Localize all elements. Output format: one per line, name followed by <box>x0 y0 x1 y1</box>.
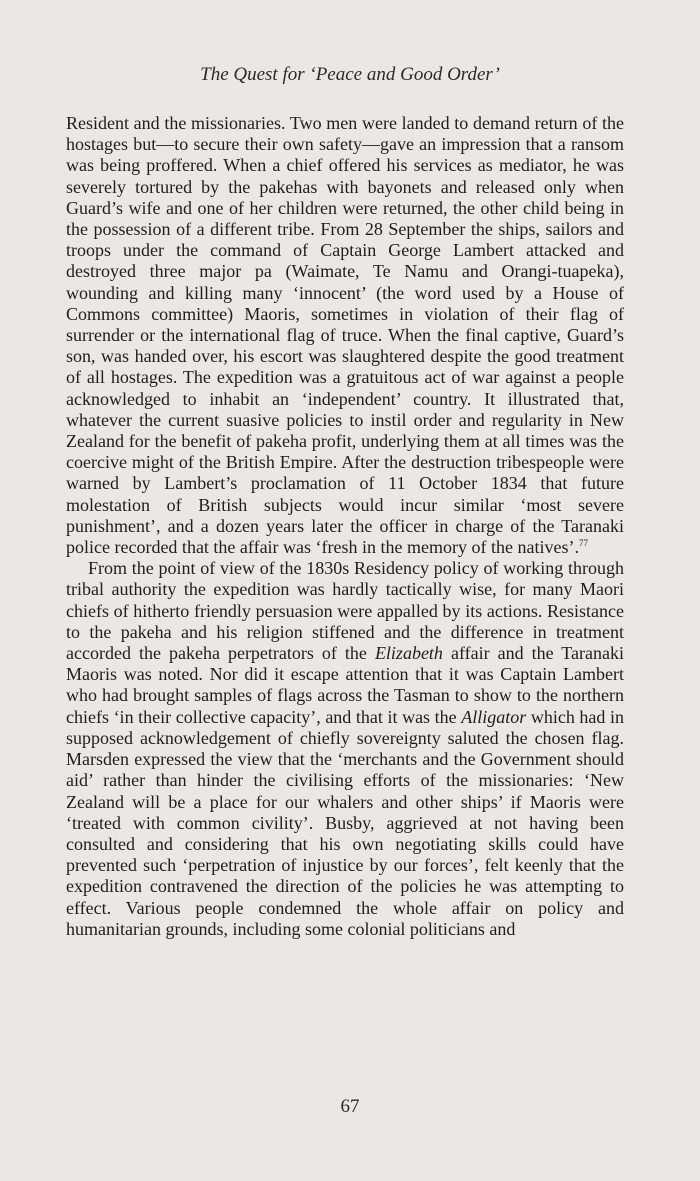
page-number: 67 <box>340 1096 360 1117</box>
running-head: The Quest for ‘Peace and Good Order’ <box>200 64 500 85</box>
ship-name-elizabeth: Elizabeth <box>374 643 443 664</box>
paragraph-2-text-part-1: From the point of view of the 1830s Residency policy of working through tribal authority the expedition was hardly tactically wise, for many Maori chiefs of hitherto friendly persuasion were appalled by its actions. Resistance to the pakeha and his religion stiffened and the difference in treatment accorded the pakeha perpetrators of the <box>66 558 624 664</box>
ship-name-alligator: Alligator <box>461 706 527 727</box>
paragraph-1 <box>66 113 624 558</box>
body-text <box>66 113 624 940</box>
paragraph-2 <box>66 558 624 940</box>
paragraph-2-text-part-3: which had in supposed acknowledgement of chiefly sovereignty saluted the chosen flag. Marsden expressed the view that the ‘merchants and the Government should aid’ rather than hinder the civilising efforts of the missionaries: ‘New Zealand will be a place for our whalers and other ships’ if Maoris were ‘treated with common civility’. Busby, aggrieved at not having been consulted and considering that his own negotiating skills could have prevented such ‘perpetration of injustice by our forces’, felt keenly that the expedition contravened the direction of the policies he was attempting to effect. Various people condemned the whole affair on policy and humanitarian grounds, including some colonial politicians and <box>66 706 624 939</box>
paragraph-1-text: Resident and the missionaries. Two men were landed to demand return of the hostages but—to secure their own safety—gave an impression that a ransom was being proffered. When a chief offered his services as mediator, he was severely tortured by the pakehas with bayonets and released only when Guard’s wife and one of her children were returned, the other child being in the possession of a different tribe. From 28 September the ships, sailors and troops under the command of Captain George Lambert attacked and destroyed three major pa (Waimate, Te Namu and Orangi-tuapeka), wounding and killing many ‘innocent’ (the word used by a House of Commons committee) Maoris, sometimes in violation of their flag of surrender or the international flag of truce. When the final captive, Guard’s son, was handed over, his escort was slaughtered despite the good treatment of all hostages. The expedition was a gratuitous act of war against a people acknowledged to inhabit an ‘independent’ country. It illustrated that, whatever the current suasive policies to instil order and regularity in New Zealand for the benefit of pakeha profit, underlying them at all times was the coercive might of the British Empire. After the destruction tribespeople were warned by Lambert’s proclamation of 11 October 1834 that future molestation of British subjects would incur similar ‘most severe punishment’, and a dozen years later the officer in charge of the Taranaki police recorded that the affair was ‘fresh in the memory of the natives’. <box>66 113 624 558</box>
footnote-reference: 77 <box>578 538 588 549</box>
paragraph-2-text-part-2: affair and the Taranaki Maoris was noted. Nor did it escape attention that it was Captain Lambert who had brought samples of flags across the Tasman to show to the northern chiefs ‘in their collective capacity’, and that it was the <box>66 643 624 727</box>
